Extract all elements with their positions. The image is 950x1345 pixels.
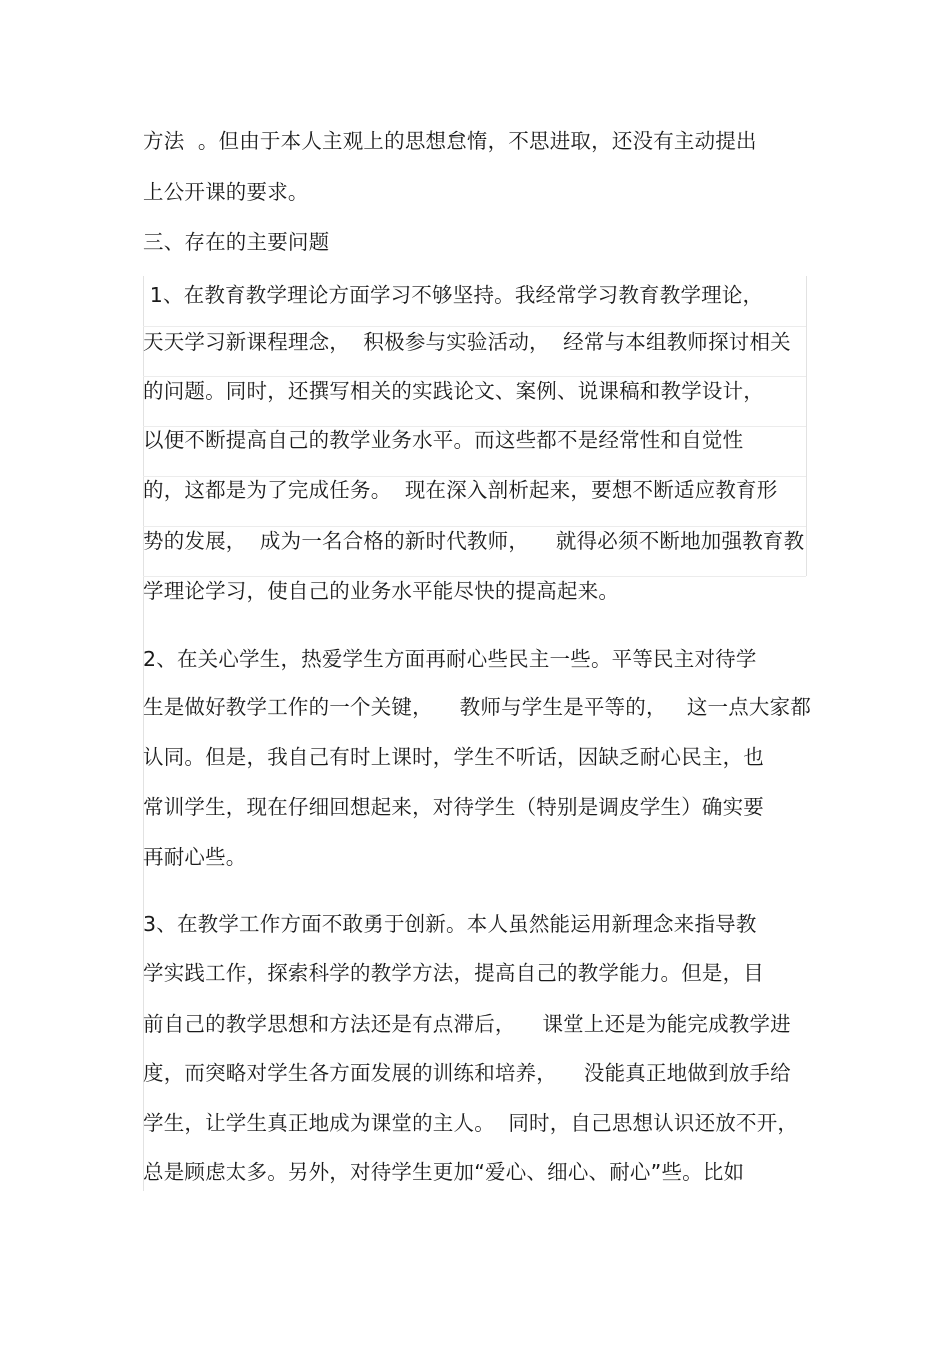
- text-line: 天天学习新课程理念， 积极参与实验活动， 经常与本组教师探讨相关: [143, 330, 791, 354]
- row-rule: [143, 576, 806, 577]
- text-line: 势的发展， 成为一名合格的新时代教师， 就得必须不断地加强教育教: [143, 529, 805, 553]
- text-line: 前自己的教学思想和方法还是有点滞后， 课堂上还是为能完成教学进: [143, 1012, 791, 1036]
- right-rule: [806, 276, 807, 576]
- text-line: 学实践工作，探索科学的教学方法，提高自己的教学能力。但是，目: [143, 961, 764, 985]
- text-line: 3、在教学工作方面不敢勇于创新。本人虽然能运用新理念来指导教: [143, 912, 757, 936]
- text-line: 方法 。但由于本人主观上的思想怠惰，不思进取，还没有主动提出: [143, 129, 757, 153]
- text-line: 学生，让学生真正地成为课堂的主人。 同时，自己思想认识还放不开，: [143, 1111, 799, 1135]
- text-line: 的，这都是为了完成任务。 现在深入剖析起来，要想不断适应教育形: [143, 478, 778, 502]
- text-line: 总是顾虑太多。另外，对待学生更加“爱心、细心、耐心”些。比如: [143, 1160, 745, 1184]
- text-line: 上公开课的要求。: [143, 180, 309, 204]
- text-line: 的问题。同时，还撰写相关的实践论文、案例、说课稿和教学设计，: [143, 379, 764, 403]
- text-line: 生是做好教学工作的一个关键， 教师与学生是平等的， 这一点大家都: [143, 695, 812, 719]
- row-rule: [143, 526, 806, 527]
- text-line: 度，而突略对学生各方面发展的训练和培养， 没能真正地做到放手给: [143, 1061, 791, 1085]
- text-line: 认同。但是，我自己有时上课时，学生不听话，因缺乏耐心民主，也: [143, 745, 764, 769]
- section-heading: 三、存在的主要问题: [143, 230, 330, 254]
- text-line: 以便不断提高自己的教学业务水平。而这些都不是经常性和自觉性: [143, 428, 744, 452]
- text-line: 再耐心些。: [143, 845, 247, 869]
- left-rule: [143, 276, 144, 1191]
- row-rule: [143, 326, 806, 327]
- text-line: 1、在教育教学理论方面学习不够坚持。我经常学习教育教学理论，: [143, 283, 764, 307]
- text-line: 常训学生，现在仔细回想起来，对待学生（特别是调皮学生）确实要: [143, 795, 764, 819]
- text-line: 学理论学习，使自己的业务水平能尽快的提高起来。: [143, 579, 620, 603]
- row-rule: [143, 376, 806, 377]
- text-line: 2、在关心学生，热爱学生方面再耐心些民主一些。平等民主对待学: [143, 647, 757, 671]
